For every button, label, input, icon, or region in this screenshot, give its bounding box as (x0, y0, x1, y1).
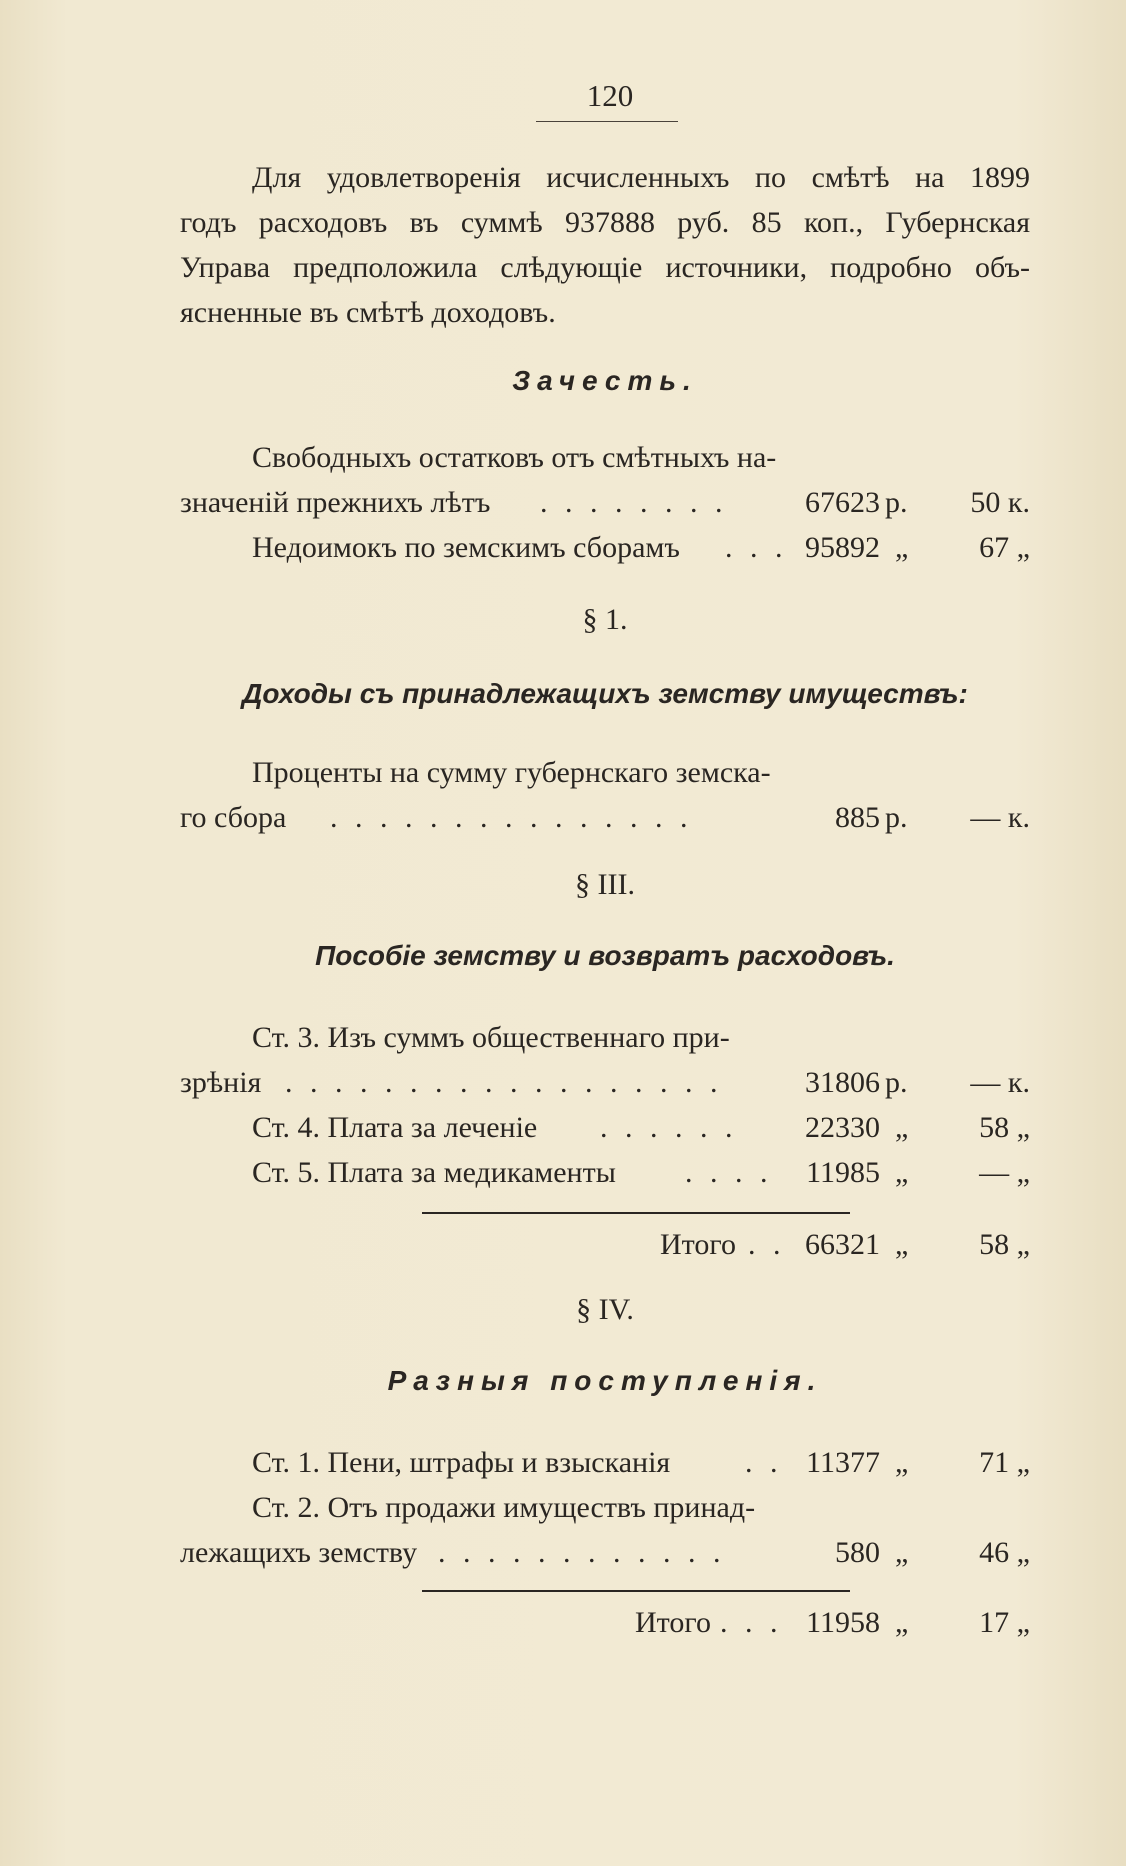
section-3-lines (180, 1015, 1030, 1195)
total-line: Итого . . . 11958 „ 17 „ (180, 1600, 1030, 1645)
amount-rubles: 11985 (806, 1156, 880, 1189)
entry-line: Недоимокъ по земскимъ сборамъ . . . 95892 „ 67 „ (180, 525, 1030, 570)
amount-rubles: 31806 (805, 1066, 880, 1099)
entry-line: Проценты на сумму губернскаго земска- (252, 756, 771, 789)
amount-kopecks: — „ (979, 1156, 1030, 1189)
section-4-total (180, 1600, 1030, 1645)
intro-line: Управа предположила слѣдующіе источники, подробно объ- (180, 251, 1030, 284)
heading-zachet: Зачесть. (512, 365, 698, 396)
sum-rule (422, 1212, 850, 1214)
section-1-lines (180, 750, 1030, 840)
amount-rubles: 67623 (805, 486, 880, 519)
sum-rule (422, 1590, 850, 1592)
section-3-total (180, 1222, 1030, 1267)
entry-line: Ст. 1. Пени, штрафы и взысканія . . 11377 „ 71 „ (180, 1440, 1030, 1485)
page-number: 120 (586, 78, 634, 113)
intro-line: ясненные въ смѣтѣ доходовъ. (180, 296, 556, 329)
total-rubles: 11958 (806, 1606, 880, 1639)
entry-line: Ст. 3. Изъ суммъ общественнаго при- (252, 1021, 730, 1054)
heading-section-4: Разныя поступленія. (387, 1365, 823, 1396)
section-zachet-lines (180, 435, 1030, 570)
section-mark-3: § III. (575, 868, 635, 901)
amount-kopecks: 50 к. (970, 486, 1030, 519)
entry-line: значеній прежнихъ лѣтъ . . . . . . . . 67623 р. 50 к. (180, 480, 1030, 525)
total-kopecks: 58 „ (979, 1228, 1030, 1261)
total-kopecks: 17 „ (979, 1606, 1030, 1639)
entry-line: лежащихъ земству . . . . . . . . . . . . 580 „ 46 „ (180, 1530, 1030, 1575)
amount-rubles: 95892 (805, 531, 880, 564)
entry-line: Ст. 5. Плата за медикаменты . . . . 11985 „ — „ (180, 1150, 1030, 1195)
entry-line: зрѣнія . . . . . . . . . . . . . . . . . . 31806 р. — к. (180, 1060, 1030, 1105)
entry-line: Ст. 2. Отъ продажи имуществъ принад- (252, 1491, 756, 1524)
section-mark-1: § 1. (582, 603, 628, 636)
amount-kopecks: — к. (970, 801, 1030, 834)
amount-rubles: 22330 (805, 1111, 880, 1144)
amount-rubles: 580 (835, 1536, 880, 1569)
entry-line: го сбора . . . . . . . . . . . . . . . 885 р. — к. (180, 795, 1030, 840)
page-number-rule (536, 121, 678, 122)
total-line: Итого . . 66321 „ 58 „ (180, 1222, 1030, 1267)
heading-section-3: Пособіе земству и возвратъ расходовъ. (315, 940, 895, 971)
amount-kopecks: 58 „ (979, 1111, 1030, 1144)
heading-section-1: Доходы съ принадлежащихъ земству имуществъ: (242, 678, 968, 709)
amount-kopecks: 67 „ (979, 531, 1030, 564)
amount-kopecks: 71 „ (979, 1446, 1030, 1479)
intro-line: Для удовлетворенія исчисленныхъ по смѣтѣ на 1899 (252, 161, 1030, 194)
intro-paragraph (180, 155, 1030, 335)
amount-kopecks: 46 „ (979, 1536, 1030, 1569)
amount-rubles: 885 (835, 801, 880, 834)
section-mark-4: § IV. (576, 1293, 634, 1326)
entry-line: Ст. 4. Плата за леченіе . . . . . . 22330 „ 58 „ (180, 1105, 1030, 1150)
amount-kopecks: — к. (970, 1066, 1030, 1099)
entry-line: Свободныхъ остатковъ отъ смѣтныхъ на- (252, 441, 777, 474)
intro-line: годъ расходовъ въ суммѣ 937888 руб. 85 коп., Губернская (180, 206, 1030, 239)
amount-rubles: 11377 (806, 1446, 880, 1479)
total-rubles: 66321 (805, 1228, 880, 1261)
section-4-lines (180, 1440, 1030, 1575)
